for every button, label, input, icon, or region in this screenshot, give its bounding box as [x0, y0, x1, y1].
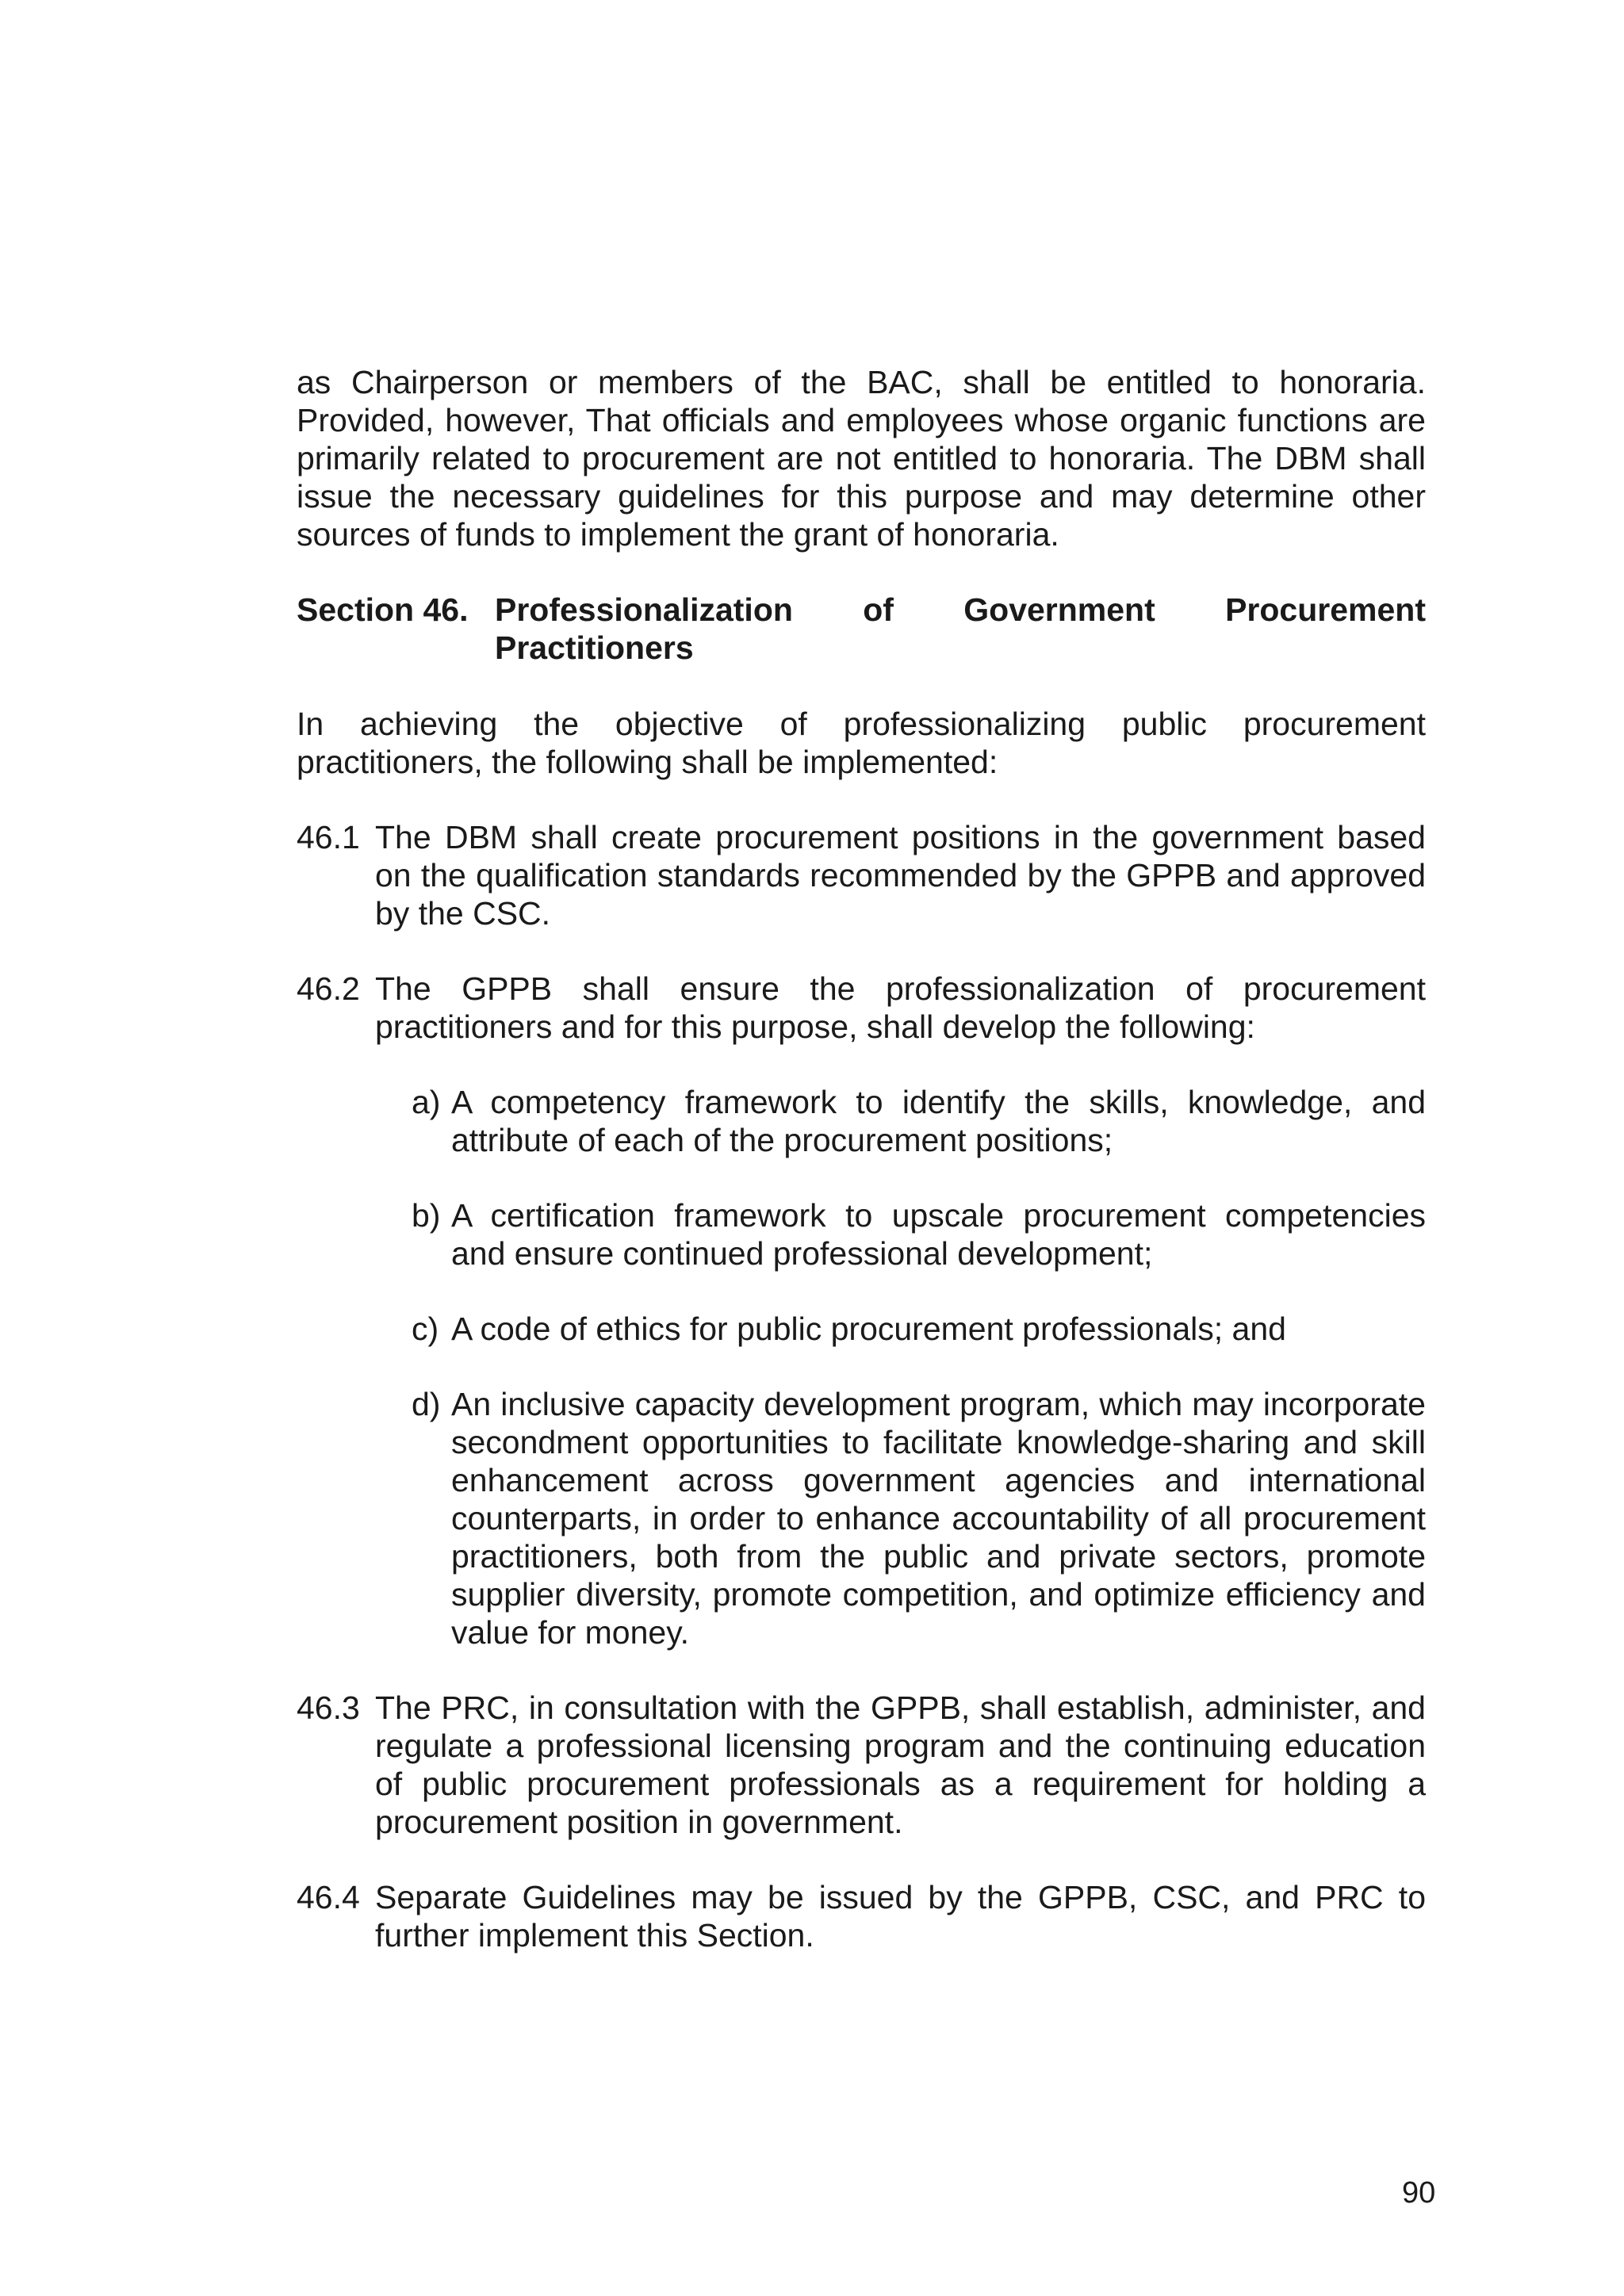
subitem-text: A code of ethics for public procurement professionals; and: [451, 1311, 1286, 1347]
subitem-d: [375, 1385, 1426, 1651]
subitem-text: A competency framework to identify the skills, knowledge, and attribute of each of the procurement positions;: [451, 1084, 1426, 1158]
item-text: The DBM shall create procurement positions in the government based on the qualification standards recommended by the GPPB and approved by the CSC.: [375, 819, 1426, 932]
continuation-paragraph: as Chairperson or members of the BAC, shall be entitled to honoraria. Provided, however, That officials and employees whose organic functions are primarily related to procurement are not entitled to honoraria. The DBM shall issue the necessary guidelines for this purpose and may determine other sources of funds to implement the grant of honoraria.: [297, 364, 1426, 553]
item-46-2: [297, 970, 1426, 1046]
section-intro: In achieving the objective of professionalizing public procurement practitioners, the following shall be implemented:: [297, 706, 1426, 780]
item-number: 46.2: [297, 970, 360, 1007]
section-title: Professionalization of Government Procurement Practitioners: [495, 591, 1426, 666]
item-number: 46.4: [297, 1879, 360, 1915]
subitem-text: A certification framework to upscale procurement competencies and ensure continued professional development;: [451, 1197, 1426, 1272]
subitem-text: An inclusive capacity development program, which may incorporate secondment opportunities to facilitate knowledge-sharing and skill enhancement across government agencies and international counterparts, in order to enhance accountability of all procurement practitioners, both from the public and private sectors, promote supplier diversity, promote competition, and optimize efficiency and value for money.: [451, 1386, 1426, 1651]
subitem-a: [375, 1083, 1426, 1159]
item-46-2-sublist: [375, 1083, 1426, 1651]
subitem-letter: a): [412, 1084, 441, 1120]
item-text: The GPPB shall ensure the professionalization of procurement practitioners and for this purpose, shall develop the following:: [375, 970, 1426, 1045]
subitem-c: [375, 1310, 1426, 1348]
subitem-letter: c): [412, 1311, 439, 1347]
section-heading: [297, 591, 1426, 667]
item-46-1: [297, 818, 1426, 932]
item-number: 46.3: [297, 1689, 360, 1726]
page-number: 90: [1402, 2176, 1436, 2210]
item-46-3: [297, 1689, 1426, 1841]
page-body: [297, 363, 1426, 1954]
item-number: 46.1: [297, 819, 360, 855]
section-number: Section 46.: [297, 591, 469, 628]
subitem-letter: d): [412, 1386, 441, 1422]
subitem-letter: b): [412, 1197, 441, 1234]
subitem-b: [375, 1196, 1426, 1272]
item-text: Separate Guidelines may be issued by the GPPB, CSC, and PRC to further implement this Section.: [375, 1879, 1426, 1954]
item-text: The PRC, in consultation with the GPPB, shall establish, administer, and regulate a professional licensing program and the continuing education of public procurement professionals as a requirement for holding a procurement position in government.: [375, 1689, 1426, 1840]
item-46-4: [297, 1878, 1426, 1954]
